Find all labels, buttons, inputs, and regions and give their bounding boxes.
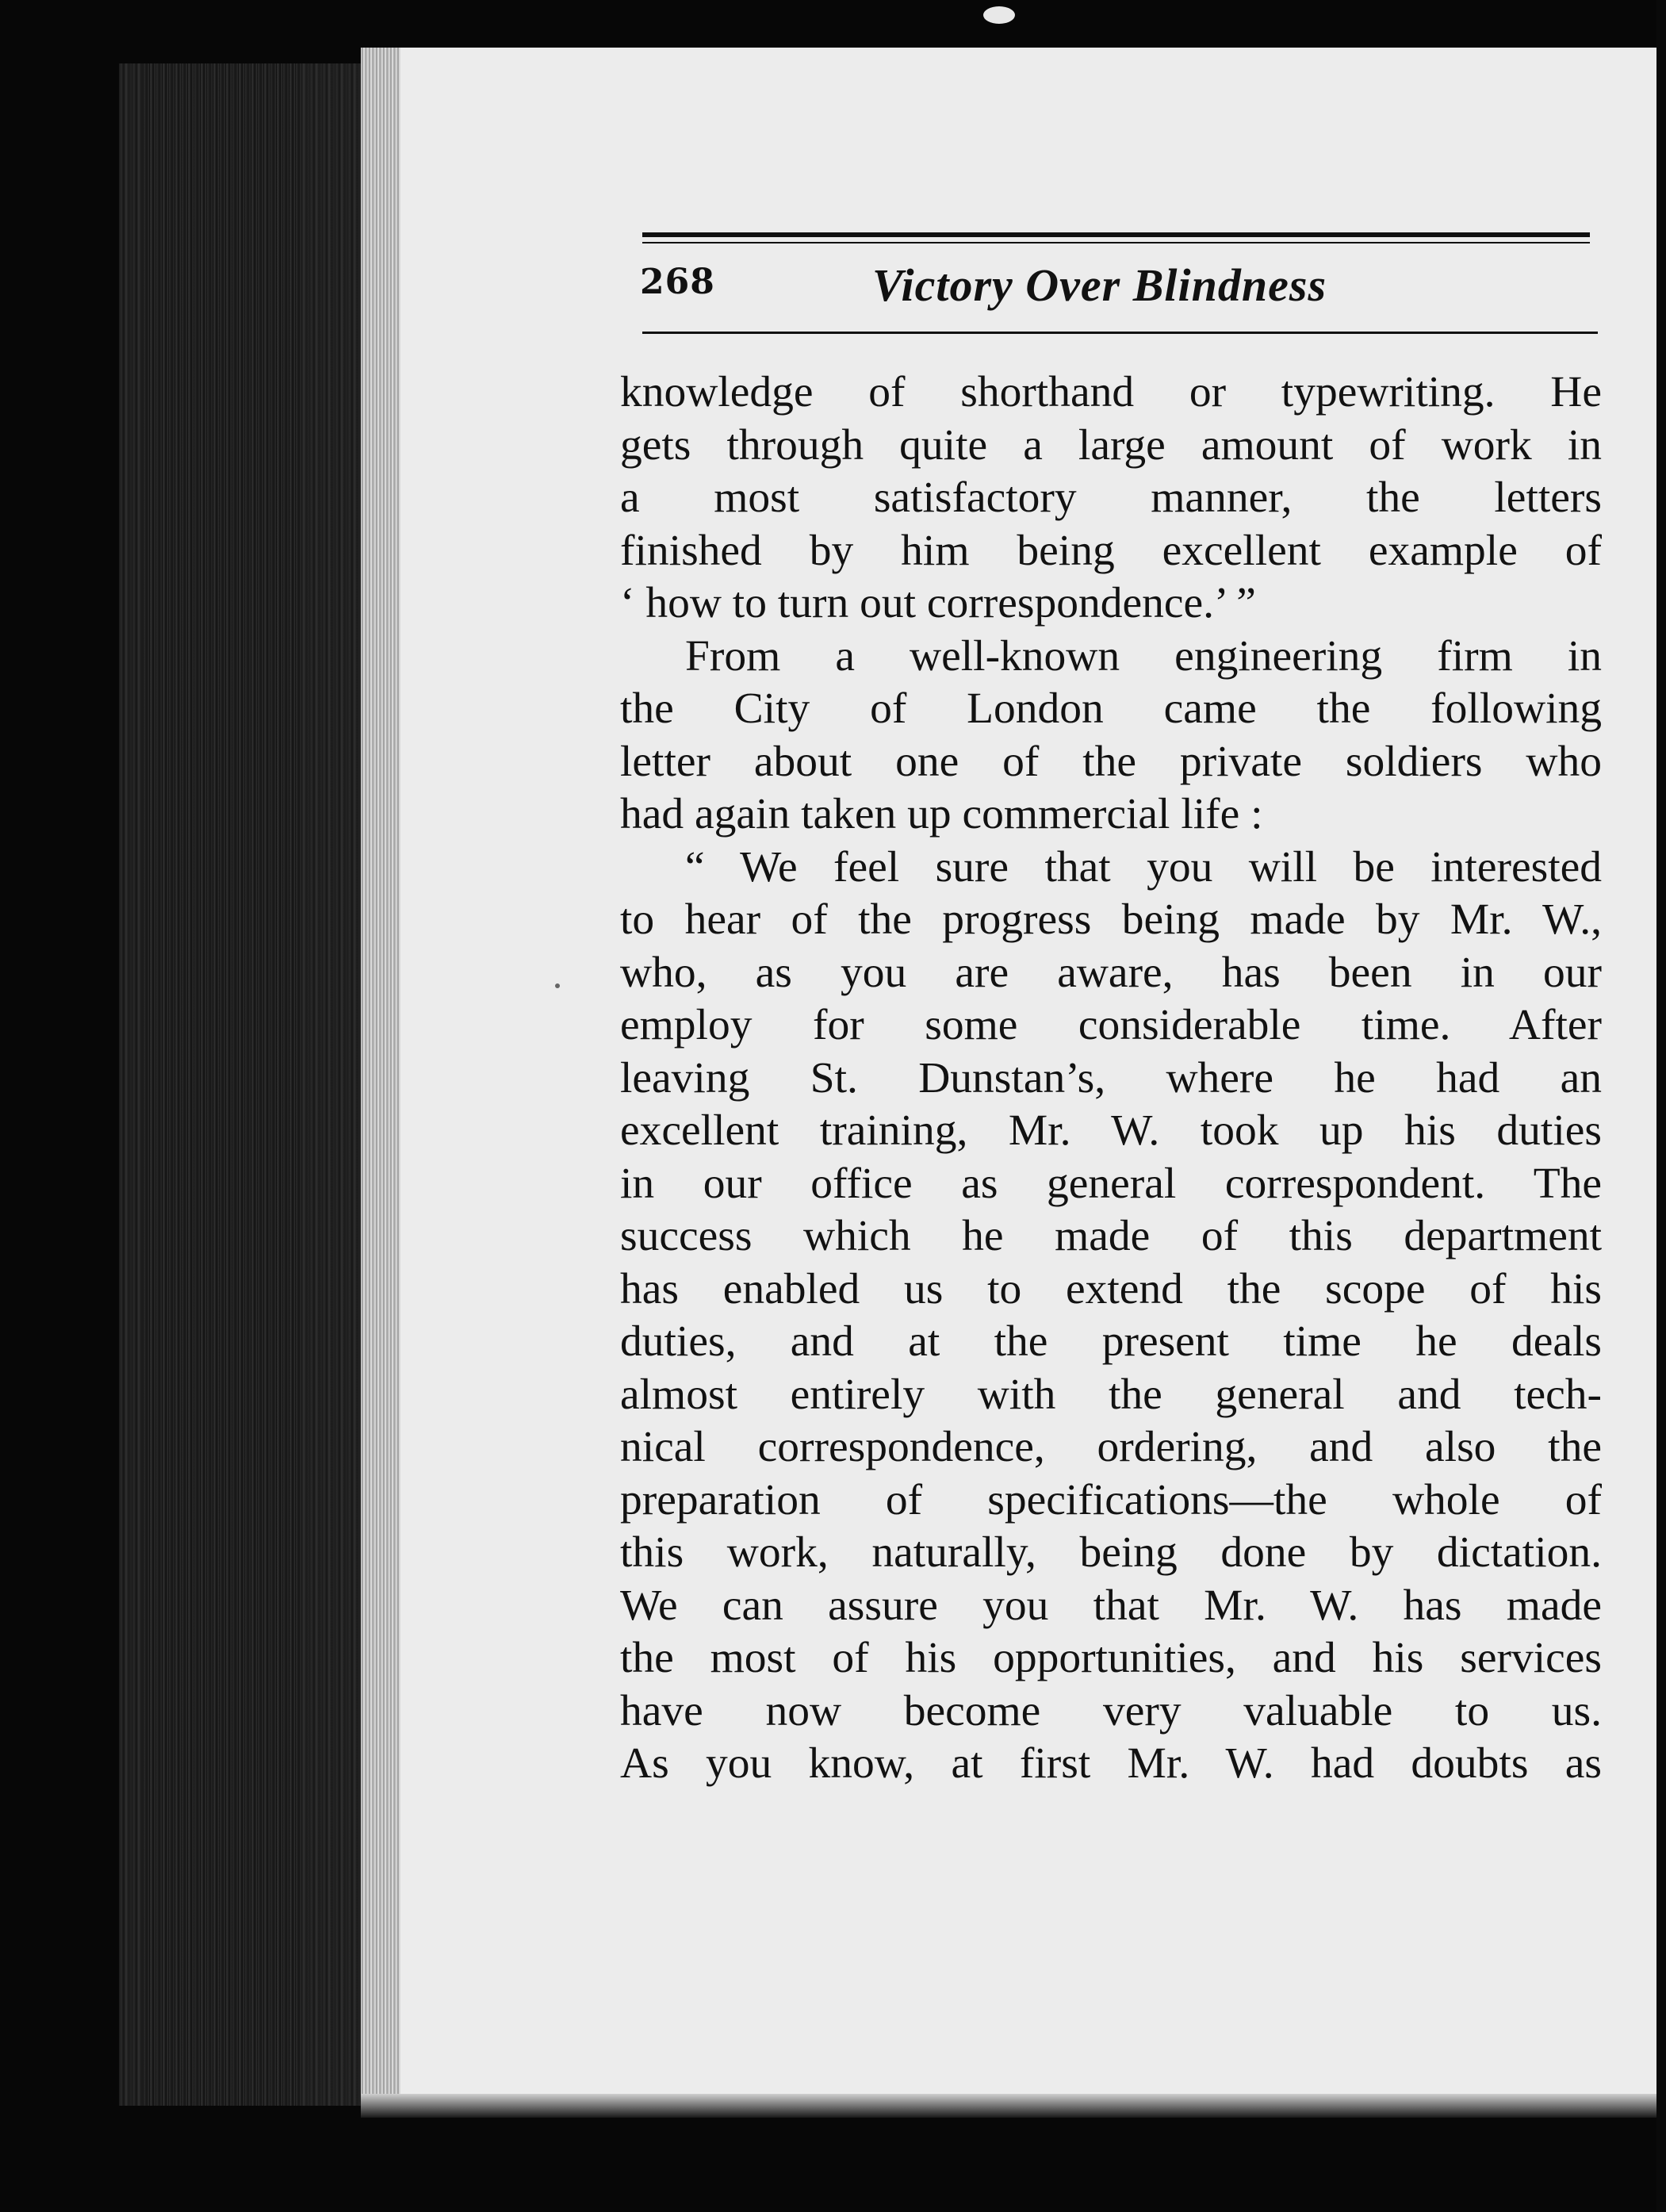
page-bottom-shadow: [361, 2094, 1666, 2118]
text-line: We can assure you that Mr. W. has made: [620, 1581, 1602, 1630]
text-line: success which he made of this department: [620, 1212, 1602, 1260]
text-line: duties, and at the present time he deals: [620, 1317, 1602, 1366]
text-line: this work, naturally, being done by dictation.: [620, 1528, 1602, 1577]
text-line: have now become very valuable to us.: [620, 1686, 1602, 1735]
header-rule-bottom: [642, 332, 1598, 334]
text-line: nical correspondence, ordering, and also the: [620, 1423, 1602, 1471]
book-spine-texture: [143, 63, 301, 2106]
text-line: “ We feel sure that you will be interested: [685, 842, 1602, 891]
text-line: who, as you are aware, has been in our: [620, 948, 1602, 997]
book-spine-edge: [119, 63, 365, 2106]
right-border: [1656, 0, 1666, 2212]
text-line: to hear of the progress being made by Mr. W.,: [620, 895, 1602, 944]
text-line: As you know, at first Mr. W. had doubts as: [620, 1739, 1602, 1788]
text-line: From a well-known engineering firm in: [685, 631, 1602, 680]
text-line: employ for some considerable time. After: [620, 1001, 1602, 1049]
text-line: had again taken up commercial life :: [620, 790, 1263, 838]
dust-speck: [983, 6, 1015, 24]
header-rule-top: [642, 232, 1590, 237]
text-line: almost entirely with the general and tech-: [620, 1370, 1602, 1419]
page-number: 268: [640, 262, 715, 302]
text-line: finished by him being excellent example of: [620, 526, 1602, 575]
text-line: in our office as general correspondent. The: [620, 1159, 1602, 1208]
text-line: ‘ how to turn out correspondence.’ ”: [620, 579, 1256, 627]
text-line: has enabled us to extend the scope of his: [620, 1264, 1602, 1313]
dust-speck: [555, 983, 560, 988]
text-line: knowledge of shorthand or typewriting. He: [620, 368, 1602, 416]
text-line: leaving St. Dunstan’s, where he had an: [620, 1053, 1602, 1102]
text-line: letter about one of the private soldiers who: [620, 737, 1602, 786]
text-line: excellent training, Mr. W. took up his duties: [620, 1106, 1602, 1155]
text-line: gets through quite a large amount of work in: [620, 420, 1602, 470]
header-rule-top-thin: [642, 242, 1590, 243]
text-line: preparation of specifications—the whole of: [620, 1475, 1602, 1524]
text-line: the City of London came the following: [620, 684, 1602, 733]
text-line: a most satisfactory manner, the letters: [620, 473, 1602, 522]
running-title: Victory Over Blindness: [872, 259, 1327, 311]
body-text: [620, 366, 1602, 1791]
text-line: the most of his opportunities, and his services: [620, 1634, 1602, 1682]
